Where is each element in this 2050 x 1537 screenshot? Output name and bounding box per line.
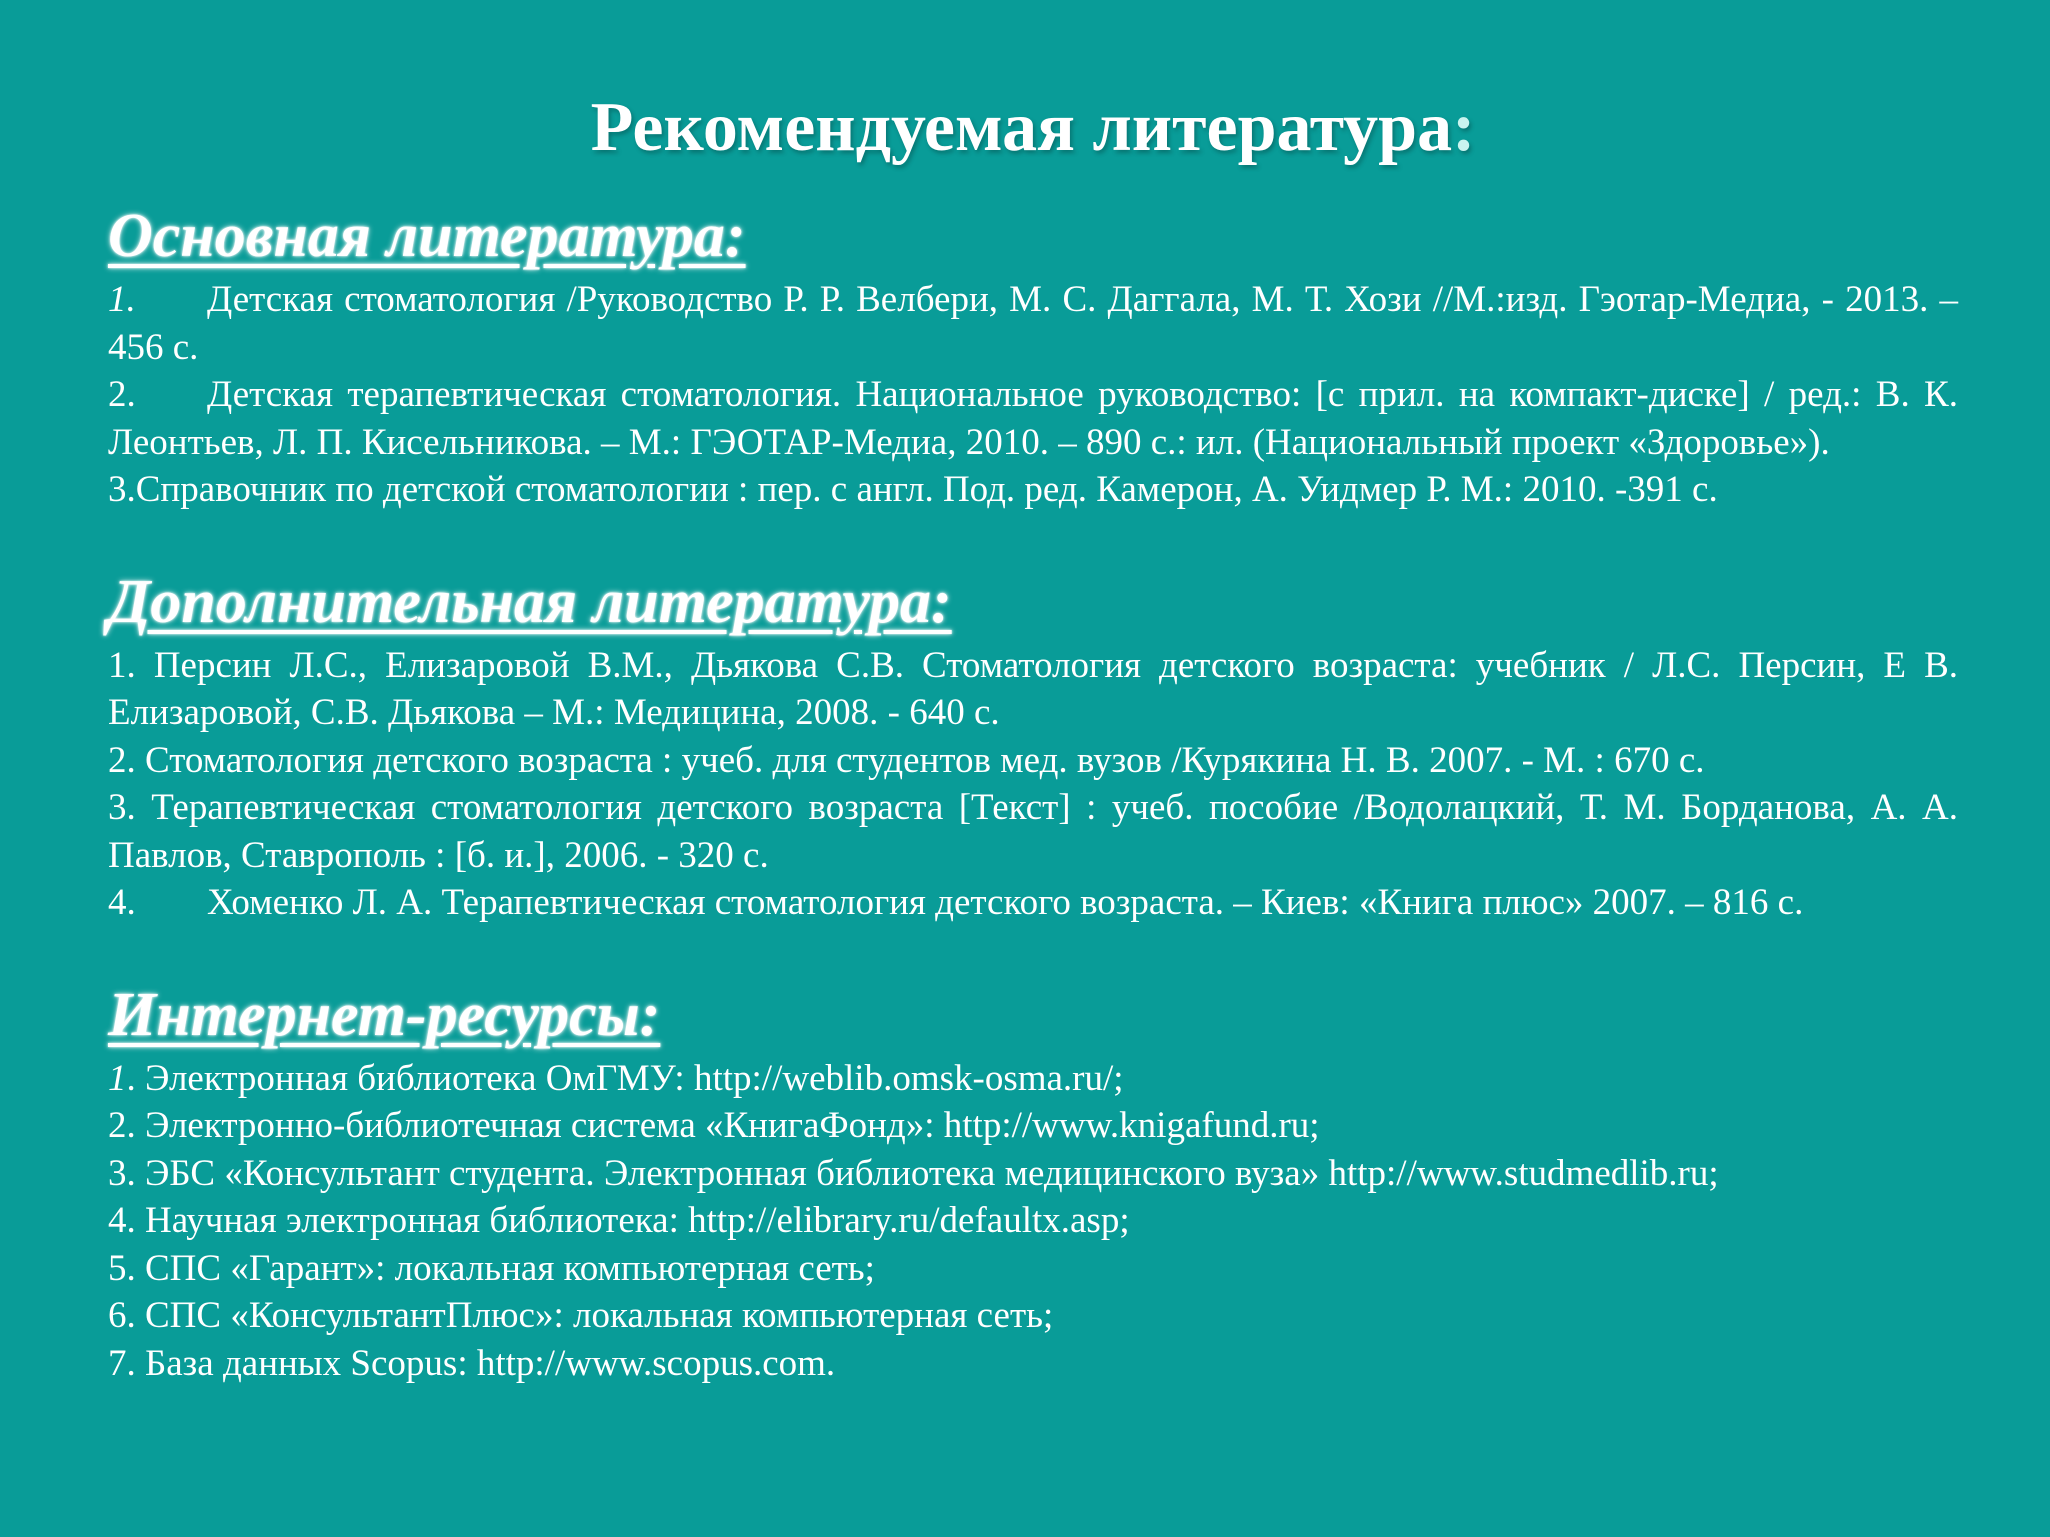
list-item-number: 4. [108,1200,136,1241]
list-item-number: 5. [108,1247,136,1289]
list-item-number: 2. [108,374,136,415]
section-spacer [108,514,1958,562]
list-item-text: ЭБС «Консультант студента. Электронная библиотека медицинского вуза» http://www.studmedlib.ru; [145,1152,1719,1194]
list-item [108,1102,1958,1150]
list-item-text: Персин Л.С., Елизаровой В.М., Дьякова С.В. Стоматология детского возраста: учебник / Л.С. Персин, Е В. Елизаровой, С.В. Дьякова – М.: Медицина, 2008. - 640 с. [108,644,1959,733]
internet-resources-section [108,975,1958,1388]
list-item [108,1340,1958,1388]
main-literature-section [108,196,1958,514]
list-item-number: 3. [108,469,136,510]
list-item-text: Научная электронная библиотека: http://elibrary.ru/defaultx.asp; [145,1200,1130,1241]
section-spacer [108,927,1958,975]
list-item [108,371,1958,466]
list-item [108,1197,1958,1245]
additional-literature-section [108,562,1958,927]
list-item-text: Стоматология детского возраста : учеб. для студентов мед. вузов /Курякина Н. В. 2007. - М. : 670 с. [145,739,1705,781]
list-item-text: Справочник по детской стоматологии : пер. с англ. Под. ред. Камерон, А. Уидмер Р. М.: 2010. -391 с. [135,469,1718,510]
list-item-number: 3. [108,787,136,828]
additional-literature-heading: Дополнительная литература: [108,567,952,636]
list-item-text: Электронно-библиотечная система «КнигаФонд»: http://www.knigafund.ru; [145,1105,1320,1146]
list-item [108,1055,1958,1103]
list-item [108,276,1958,371]
list-item-number: 4. [108,882,136,923]
list-item-text: База данных Scopus: http://www.scopus.com. [145,1342,836,1384]
list-item-number: 2. [108,1105,136,1146]
internet-resources-list [108,1055,1958,1388]
list-item [108,642,1958,737]
list-item [108,466,1958,514]
list-item-text: . Электронная библиотека ОмГМУ: http://weblib.omsk-osma.ru/; [126,1057,1124,1099]
main-literature-heading: Основная литература: [108,202,746,270]
list-item-number: 7. [108,1342,136,1384]
list-item [108,737,1958,785]
list-item [108,1292,1958,1340]
list-item-text: Детская терапевтическая стоматология. Национальное руководство: [с прил. на компакт-диске] / ред.: В. К. Леонтьев, Л. П. Кисельникова. – М.: ГЭОТАР-Медиа, 2010. – 890 с.: ил. (Национальный проект «Здоровье»). [108,374,1958,463]
slide-title-colon: : [1452,89,1476,166]
slide-title-text: Рекомендуемая литература [590,89,1453,166]
list-item-number: 6. [108,1295,136,1336]
list-item-number: 3. [108,1152,136,1194]
list-item [108,784,1958,879]
list-item-text: Хоменко Л. А. Терапевтическая стоматология детского возраста. – Киев: «Книга плюс» 2007. – 816 с. [207,882,1804,923]
list-item-number: 1. [108,644,136,686]
list-item [108,879,1958,927]
list-item-number: 2. [108,739,136,781]
list-item-number: 1 [108,1057,127,1099]
slide-title [108,80,1958,176]
list-item-text: СПС «КонсультантПлюс»: локальная компьютерная сеть; [145,1295,1054,1336]
additional-literature-list [108,642,1958,927]
list-item [108,1150,1958,1198]
list-item [108,1245,1958,1293]
main-literature-list [108,276,1958,514]
list-item-text: СПС «Гарант»: локальная компьютерная сеть; [145,1247,875,1289]
internet-resources-heading: Интернет-ресурсы: [108,980,661,1049]
list-item-text: Терапевтическая стоматология детского возраста [Текст] : учеб. пособие /Водолацкий, Т. М. Борданова, А. А. Павлов, Ставрополь : [б. и.], 2006. - 320 с. [108,787,1958,876]
list-item-number: 1. [108,279,136,320]
list-item-text: Детская стоматология /Руководство Р. Р. Велбери, М. С. Даггала, М. Т. Хози //М.:изд. Гэотар-Медиа, - 2013. – 456 с. [108,279,1958,368]
